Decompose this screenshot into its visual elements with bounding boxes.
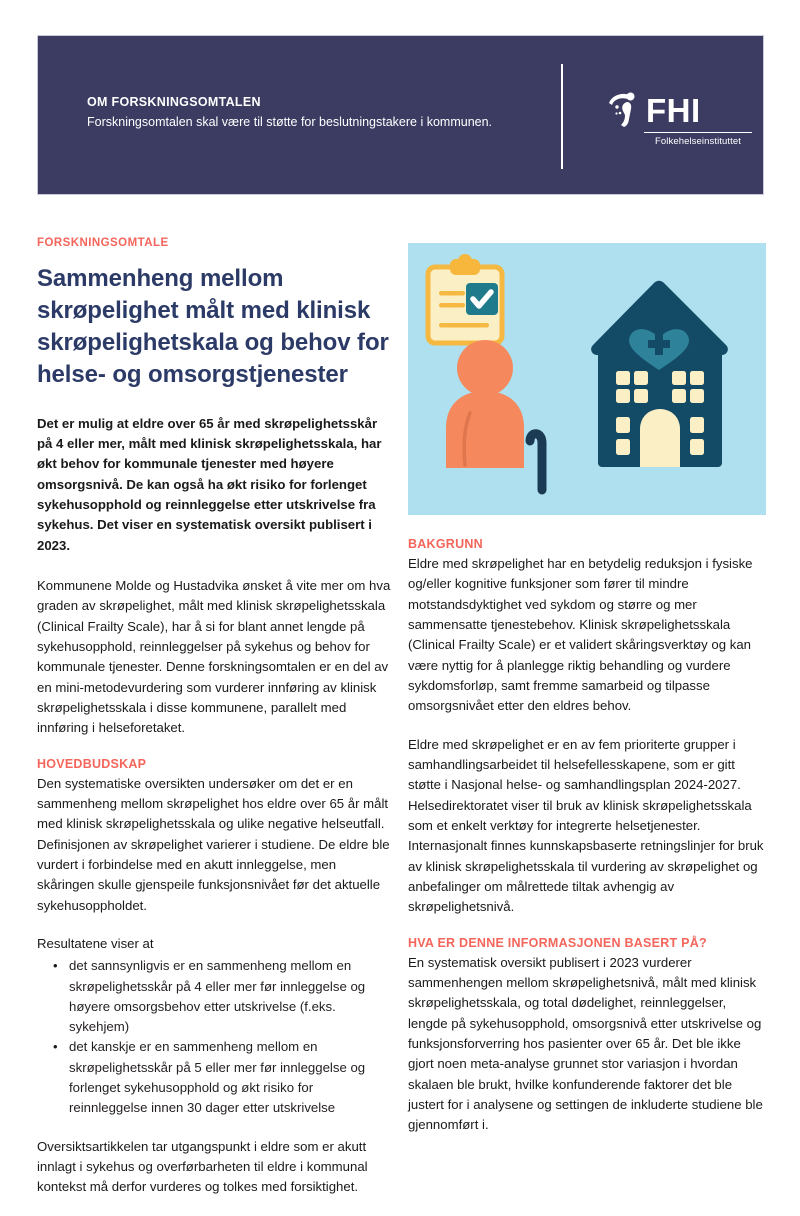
intro-paragraph: Kommunene Molde og Hustadvika ønsket å vite mer om hva graden av skrøpelighet, målt med klinisk skrøpelighetsskala (Clinical Frailty Scale), har å si for blant annet lengde på sykehusopphold, reinnleggelser på sykehus og behov for kommunale tjenester. Denne forskningsomtalen er en del av en mini-metodevurdering som vurderer innføring av klinisk skrøpelighetsskala i disse kommunene, parallelt med innføring i helseforetaket. <box>37 577 391 736</box>
closing-paragraph: Oversiktsartikkelen tar utgangspunkt i eldre som er akutt innlagt i sykehus og overførbarheten til eldre i kommunal kontekst må derfor vurderes og tolkes med forsiktighet. <box>37 1138 368 1195</box>
fhi-figure-icon <box>608 91 640 129</box>
clipboard-icon <box>428 254 502 343</box>
section-heading-hovedbudskap: HOVEDBUDSKAP <box>37 756 147 771</box>
lead-paragraph: Det er mulig at eldre over 65 år med skrøpelighetsskår på 4 eller mer, målt med klinisk skrøpelighetsskala, har økt behov for kommunale tjenester med høyere omsorgsnivå. De kan også ha økt risiko for forlenget sykehusopphold og reinnleggelse etter utskrivelse fra sykehus. Det viser en systematisk oversikt publisert i 2023. <box>37 415 382 553</box>
basert-pa-paragraph: En systematisk oversikt publisert i 2023 vurderer sammenhengen mellom skrøpelighetsnivå, målt med klinisk skrøpelighetsskala, og total dødelighet, reinnleggelser, lengde på sykehusopphold, omsorgsnivå etter utskrivelse og funksjonsforverring hos pasienter over 65 år. Det ble ikke gjort noen meta-analyse grunnet stor variasjon i hvordan skalaen ble brukt, hvilke konfunderende faktorer det ble justert for i analysene og settingen de inkluderte studiene ble gjennomført i. <box>408 954 763 1133</box>
left-column <box>37 237 392 1216</box>
article-kicker: FORSKNINGSOMTALE <box>37 237 169 249</box>
logo-row <box>608 91 748 129</box>
header-eyebrow-label: OM FORSKNINGSOMTALEN <box>87 95 261 109</box>
priority-groups-paragraph: Eldre med skrøpelighet er en av fem prioriterte grupper i samhandlingsarbeidet til helsefellesskapene, som er gitt støtte i Nasjonal helse- og samhandlingsplan 2024-2027. Helsedirektoratet viser til bruk av klinisk skrøpelighetsskala som et enkelt verktøy for integrerte helsetjenester. Internasjonalt finnes kunnskapsbaserte retningslinjer for bruk av klinisk skrøpelighetsskala til vurdering av skrøpelighet og anbefalinger om målrettede tiltak avhengig av skrøpelighetsnivå. <box>408 736 764 915</box>
fhi-logo <box>608 91 748 161</box>
hovedbudskap-paragraph: Den systematiske oversikten undersøker om det er en sammenheng mellom skrøpelighet hos eldre over 65 år målt med klinisk skrøpelighetsskala og ulike negative helseutfall. Definisjonen av skrøpelighet varierer i studiene. De eldre ble vurdert i forbindelse med en akutt innleggelse, men skåringen skulle gjenspeile funksjonsnivået før det aktuelle sykehusoppholdet. <box>37 775 390 913</box>
care-illustration <box>408 243 766 515</box>
bakgrunn-paragraph: Eldre med skrøpelighet har en betydelig reduksjon i fysiske og/eller kognitive funksjoner som fører til mindre motstandsdyktighet ved sykdom og større og mer sammensatte tjenestebehov. Klinisk skrøpelighetsskala (Clinical Frailty Scale) er et validert skåringsverktøy og kan være nyttig for å planlegge riktig behandling og vurdere sykdomsforløp, samt fremme samarbeid og tilpasse omsorgsnivået etter den eldres behov. <box>408 556 753 714</box>
elderly-person-icon <box>446 340 542 490</box>
list-item: • det sannsynligvis er en sammenheng mellom en skrøpelighetsskår på 4 eller mer før innleggelse og høyere omsorgsbehov etter utskrivelse (f.eks. sykehjem) <box>55 956 392 1037</box>
results-bullet-list <box>37 956 392 1119</box>
header-vertical-divider <box>561 64 563 169</box>
fhi-logo-wordmark: FHI <box>646 91 701 129</box>
list-item: • det kanskje er en sammenheng mellom en skrøpelighetsskår på 5 eller mer før innleggelse og forlenget sykehusopphold og økt risiko for reinnleggelse innen 30 dager etter utskrivelse <box>55 1037 392 1118</box>
section-heading-basert-pa: HVA ER DENNE INFORMASJONEN BASERT PÅ? <box>408 935 707 950</box>
right-column <box>408 243 766 1154</box>
section-heading-bakgrunn: BAKGRUNN <box>408 537 483 551</box>
results-intro-line: Resultatene viser at <box>37 935 154 951</box>
care-home-icon <box>591 281 728 467</box>
page-header-band <box>37 35 764 195</box>
page-title: Sammenheng mellom skrøpelighet målt med klinisk skrøpelighetskala og behov for helse- og omsorgstjenester <box>37 265 389 389</box>
header-subtitle: Forskningsomtalen skal være til støtte for beslutningstakere i kommunen. <box>87 114 493 129</box>
header-text-block <box>87 94 507 131</box>
fhi-logo-caption: Folkehelseinstituttet <box>644 132 752 147</box>
